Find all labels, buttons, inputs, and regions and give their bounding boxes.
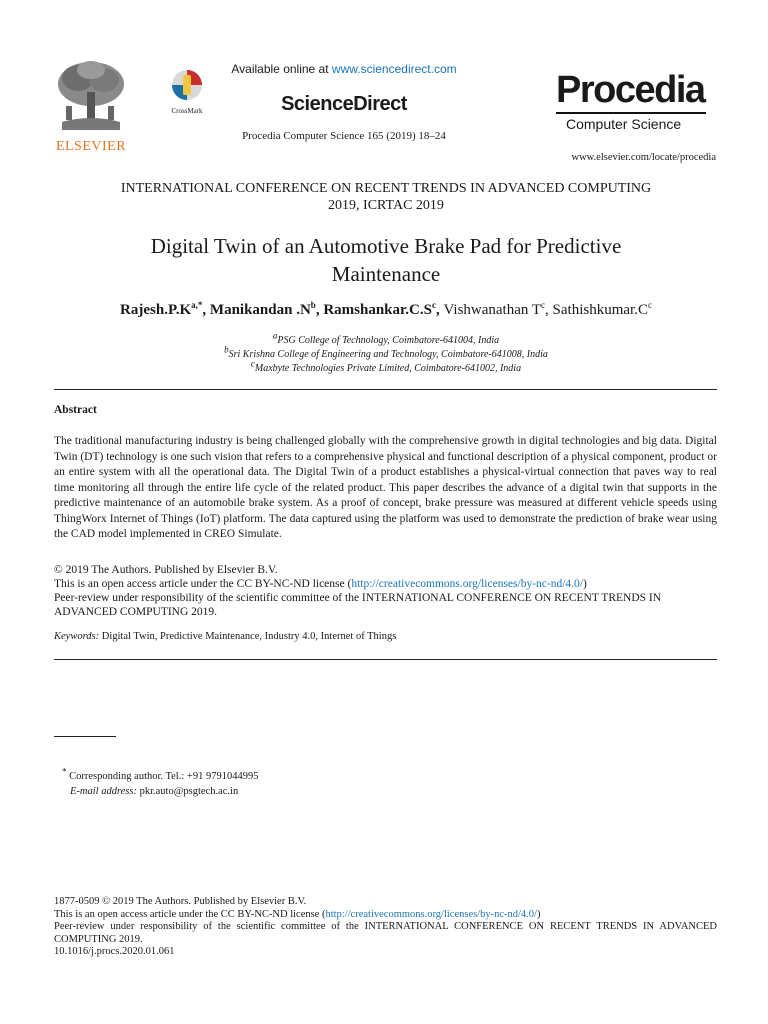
corresponding-author: * Corresponding author. Tel.: +91 9791044995 xyxy=(62,766,259,782)
procedia-wordmark: Procedia xyxy=(556,69,705,111)
conference-name xyxy=(50,180,722,214)
footnote xyxy=(62,766,662,799)
title-line-2: Maintenance xyxy=(331,262,441,286)
sciencedirect-link[interactable]: www.sciencedirect.com xyxy=(331,62,457,76)
procedia-logo xyxy=(556,70,716,132)
available-online xyxy=(214,62,474,76)
keywords xyxy=(54,631,717,642)
email-address[interactable]: pkr.auto@psgtech.ac.in xyxy=(136,786,239,797)
crossmark-icon xyxy=(170,68,204,104)
divider-top xyxy=(54,389,717,390)
footer-license-line: This is an open access article under the CC BY-NC-ND license (http://creativecommons.org/licenses/by-nc-nd/4.0/) xyxy=(54,908,541,920)
keywords-label: Keywords: xyxy=(54,631,100,642)
journal-reference: Procedia Computer Science 165 (2019) 18–24 xyxy=(242,130,446,142)
elsevier-wordmark: ELSEVIER xyxy=(55,139,127,154)
keywords-list: Digital Twin, Predictive Maintenance, Industry 4.0, Internet of Things xyxy=(99,631,397,642)
procedia-underline xyxy=(556,112,706,114)
author-list xyxy=(40,302,732,319)
available-prefix: Available online at xyxy=(231,62,332,76)
email-line xyxy=(62,784,662,799)
divider-bottom xyxy=(54,659,717,660)
procedia-subtitle: Computer Science xyxy=(566,116,682,132)
email-label: E-mail address: xyxy=(70,786,137,797)
copyright-line: © 2019 The Authors. Published by Elsevier B.V. xyxy=(54,564,278,576)
affiliation: $^a$PSG College of Technology, Coimbatore-641004, India xyxy=(272,330,500,346)
affiliation: $^b$Sri Krishna College of Engineering and Technology, Coimbatore-641008, India xyxy=(224,344,548,360)
page-footer xyxy=(54,896,717,959)
crossmark-label: CrossMark xyxy=(171,107,203,115)
affiliation: $^c$Maxbyte Technologies Private Limited, Coimbatore-641002, India xyxy=(250,358,522,374)
conference-line-2: 2019, ICRTAC 2019 xyxy=(328,198,444,213)
author: $Sathishkumar.C^c$ xyxy=(552,300,652,318)
elsevier-tree-icon xyxy=(52,58,130,132)
abstract-heading: Abstract xyxy=(54,404,97,416)
author: $Ramshankar.C.S^c$, xyxy=(323,300,444,318)
conference-line-1: INTERNATIONAL CONFERENCE ON RECENT TRENDS IN ADVANCED COMPUTING xyxy=(120,181,652,196)
doi-line[interactable]: 10.1016/j.procs.2020.01.061 xyxy=(54,946,175,957)
abstract-meta xyxy=(54,563,717,619)
sciencedirect-wordmark: ScienceDirect xyxy=(281,93,407,115)
affiliations xyxy=(50,330,722,376)
title-line-1: Digital Twin of an Automotive Brake Pad for Predictive xyxy=(150,234,622,258)
license-line: This is an open access article under the CC BY-NC-ND license (http://creativecommons.org/licenses/by-nc-nd/4.0/) xyxy=(54,578,587,590)
crossmark-logo[interactable] xyxy=(164,68,210,122)
paper-title xyxy=(50,232,722,288)
author: $Rajesh.P.K^{a,*}$, xyxy=(120,300,210,318)
footer-peer-review: Peer-review under responsibility of the scientific committee of the INTERNATIONAL CONFERENCE ON RECENT TRENDS IN ADVANCED COMPUTING 2019. xyxy=(54,921,717,945)
license-link[interactable]: http://creativecommons.org/licenses/by-nc-nd/4.0/ xyxy=(351,578,583,590)
author: Manikandan $.N^b$, xyxy=(209,300,324,318)
footnote-rule xyxy=(54,736,116,737)
issn-line: 1877-0509 © 2019 The Authors. Published by Elsevier B.V. xyxy=(54,896,307,907)
abstract-body: The traditional manufacturing industry is being challenged globally with the comprehensive growth in digital technologies and big data. Digital Twin (DT) technology is one such vision that refers to a comprehensive physical and functional description of a physical component, product or an entire system with all the operational data. The Digital Twin of a product establishes a physical-virtual connection that paves way to real time monitoring all through the entire life cycle of the related product. This paper describes the advance of a digital twin that supports in the predictive maintenance of an automobile brake system. As a proof of concept, brake pressure was measured at different vehicle speeds using ThingWorx Internet of Things (IoT) platform. The data captured using the platform was used to demonstrate the prediction of brake wear using the CAD model implemented in CREO Simulate. xyxy=(54,435,717,540)
elsevier-logo xyxy=(52,58,130,154)
author: Vishwanathan $T^c$, xyxy=(443,300,553,318)
elsevier-url[interactable]: www.elsevier.com/locate/procedia xyxy=(571,152,716,163)
peer-review-line: Peer-review under responsibility of the scientific committee of the INTERNATIONAL CONFERENCE ON RECENT TRENDS IN ADVANCED COMPUTING 2019. xyxy=(54,592,662,618)
footer-license-link[interactable]: http://creativecommons.org/licenses/by-nc-nd/4.0/ xyxy=(325,908,537,920)
